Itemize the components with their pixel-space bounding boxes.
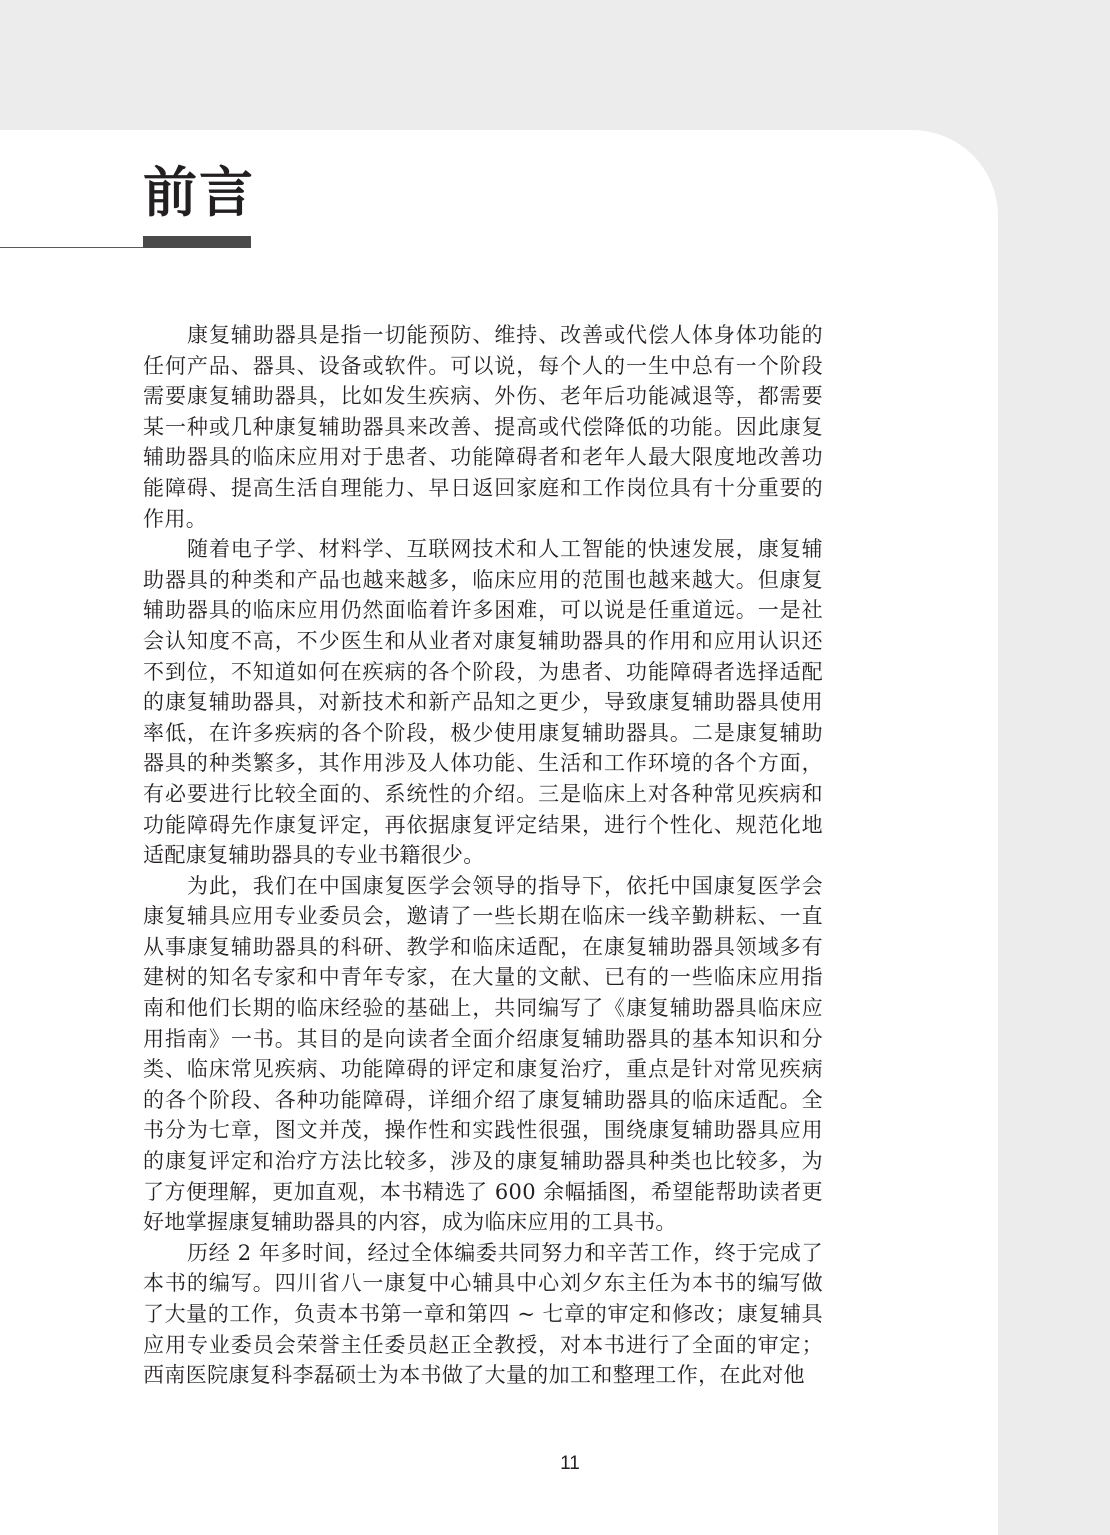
- page-number: 11: [560, 1453, 580, 1474]
- page-title: 前言: [143, 160, 255, 224]
- paragraph-3: 为此，我们在中国康复医学会领导的指导下，依托中国康复医学会康复辅具应用专业委员会，邀请了一些长期在临床一线辛勤耕耘、一直从事康复辅助器具的科研、教学和临床适配，在康复辅助器具领域多有建树的知名专家和中青年专家，在大量的文献、已有的一些临床应用指南和他们长期的临床经验的基础上，共同编写了《康复辅助器具临床应用指南》一书。其目的是向读者全面介绍康复辅助器具的基本知识和分类、临床常见疾病、功能障碍的评定和康复治疗，重点是针对常见疾病的各个阶段、各种功能障碍，详细介绍了康复辅助器具的临床适配。全书分为七章，图文并茂，操作性和实践性很强，围绕康复辅助器具应用的康复评定和治疗方法比较多，涉及的康复辅助器具种类也比较多，为了方便理解，更加直观，本书精选了 600 余幅插图，希望能帮助读者更好地掌握康复辅助器具的内容，成为临床应用的工具书。: [143, 873, 823, 1235]
- paragraph-4: 历经 2 年多时间，经过全体编委共同努力和辛苦工作，终于完成了本书的编写。四川省八一康复中心辅具中心刘夕东主任为本书的编写做了大量的工作，负责本书第一章和第四 ~ 七章的审定和修改；康复辅具应用专业委员会荣誉主任委员赵正全教授，对本书进行了全面的审定；西南医院康复科李磊硕士为本书做了大量的加工和整理工作，在此对他: [143, 1240, 823, 1388]
- title-rule: [0, 247, 143, 248]
- body-text: [143, 320, 823, 1440]
- paragraph-1: 康复辅助器具是指一切能预防、维持、改善或代偿人体身体功能的任何产品、器具、设备或软件。可以说，每个人的一生中总有一个阶段需要康复辅助器具，比如发生疾病、外伤、老年后功能减退等，都需要某一种或几种康复辅助器具来改善、提高或代偿降低的功能。因此康复辅助器具的临床应用对于患者、功能障碍者和老年人最大限度地改善功能障碍、提高生活自理能力、早日返回家庭和工作岗位具有十分重要的作用。: [143, 323, 823, 531]
- title-underline-bar: [143, 236, 251, 248]
- paragraph-2: 随着电子学、材料学、互联网技术和人工智能的快速发展，康复辅助器具的种类和产品也越来越多，临床应用的范围也越来越大。但康复辅助器具的临床应用仍然面临着许多困难，可以说是任重道远。一是社会认知度不高，不少医生和从业者对康复辅助器具的作用和应用认识还不到位，不知道如何在疾病的各个阶段，为患者、功能障碍者选择适配的康复辅助器具，对新技术和新产品知之更少，导致康复辅助器具使用率低，在许多疾病的各个阶段，极少使用康复辅助器具。二是康复辅助器具的种类繁多，其作用涉及人体功能、生活和工作环境的各个方面，有必要进行比较全面的、系统性的介绍。三是临床上对各种常见疾病和功能障碍先作康复评定，再依据康复评定结果，进行个性化、规范化地适配康复辅助器具的专业书籍很少。: [143, 537, 823, 868]
